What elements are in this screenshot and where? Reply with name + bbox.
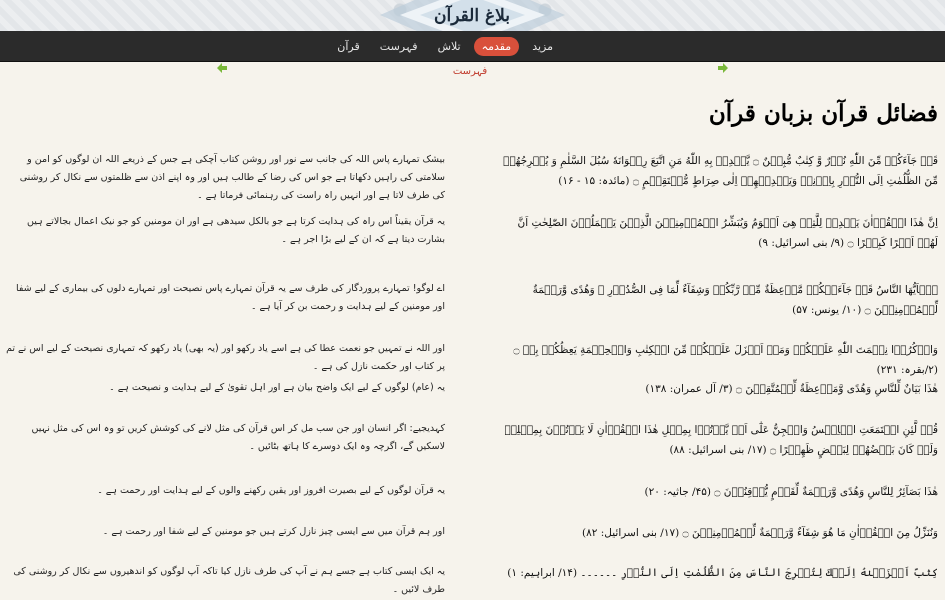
- header-banner: [0, 0, 945, 31]
- verse-translation: یہ قرآن لوگوں کے لیے بصیرت افروز اور یقین رکھنے والوں کے لیے ہدایت اور رحمت ہے ۔: [97, 485, 445, 496]
- verse-arabic: اِنَّ هٰذَا الۡقُرۡاٰنَ يَهۡدِىۡ لِلَّتِىۡ هِىَ اَقۡوَمُ وَيُبَشِّرُ الۡمُؤۡمِنِيۡنَ الَّذِيۡنَ يَعۡمَلُوۡنَ الصّٰلِحٰتِ اَنَّ لَهُمۡ اَجۡرًا كَبِيۡرًا ۝ (۹/ بنی اسرائیل: ۹): [517, 217, 938, 249]
- nav-item-index[interactable]: فہرست: [379, 39, 418, 53]
- verse-arabic: قَدۡ جَآءَكُمۡ مِّنَ اللّٰهِ نُوۡرٌ وَّ كِتٰبٌ مُّبِيۡنٌ ۝ يَّهۡدِىۡ بِهِ اللّٰهُ مَنِ اتَّبَعَ رِضۡوَانَهٗ سُبُلَ السَّلٰمِ وَ يُخۡرِجُهُمۡ مِّنَ الظُّلُمٰتِ اِلَى النُّوۡرِ بِاِذۡنِهٖ وَيَهۡدِيۡهِمۡ اِلٰى صِرَاطٍ مُّسۡتَقِيۡمٍ ۝ (مائدہ: ۱۵ - ۱۶): [503, 155, 938, 187]
- verse-arabic: يٰۤاَيُّهَا النَّاسُ قَدۡ جَآءَتۡكُمۡ مَّوۡعِظَةٌ مِّنۡ رَّبِّكُمۡ وَشِفَآءٌ لِّمَا فِى الصُّدُوۡرِ ۙ وَهُدًى وَّرَحۡمَةٌ لِّلۡمُؤۡمِنِيۡنَ ۝ (۱۰/ یونس: ۵۷): [532, 284, 938, 316]
- verse-translation: اور اللہ نے تمہیں جو نعمت عطا کی ہے اسے یاد رکھو اور (یہ بھی) یاد رکھو کہ تمہاری نصیحت کے لیے اس نے تم پر کتاب اور حکمت نازل کی ہے ۔: [6, 343, 445, 372]
- verse-arabic: وَاذۡكُرُوۡا نِعۡمَتَ اللّٰهِ عَلَيۡكُمۡ وَمَاۤ اَنۡزَلَ عَلَيۡكُمۡ مِّنَ الۡكِتٰبِ وَالۡحِكۡمَةِ يَعِظُكُمۡ بِهٖ ۝ (۲/بقرہ: ۲۳۱): [513, 344, 938, 376]
- verse-arabic: قُلۡ لَّئِنِ اجۡتَمَعَتِ الۡاِنۡسُ وَالۡجِنُّ عَلٰٓى اَنۡ يَّاۡتُوۡا بِمِثۡلِ هٰذَا الۡقُرۡاٰنِ لَا يَاۡتُوۡنَ بِمِثۡلِهٖ وَلَوۡ كَانَ بَعۡضُهُمۡ لِبَعۡضٍ ظَهِيۡرًا ۝ (۱۷/ بنی اسرائیل: ۸۸): [504, 424, 938, 456]
- verse-translation: اور ہم قرآن میں سے ایسی چیز نازل کرتے ہیں جو مومنین کے لیے شفا اور رحمت ہے ۔: [102, 526, 445, 537]
- verse-translation: یہ قرآن یقیناً اس راہ کی ہدایت کرتا ہے جو بالکل سیدھی ہے اور ان مومنین کو جو نیک اعمال بجالاتے ہیں بشارت دیتا ہے کہ ان کے لیے بڑا اجر ہے ۔: [27, 216, 445, 245]
- prev-page-arrow-icon[interactable]: [217, 63, 227, 73]
- verse-translation: کہدیجیے: اگر انسان اور جن سب مل کر اس قرآن کی مثل لانے کی کوشش کریں تو وہ اس کی مثل نہیں لاسکیں گے، اگرچہ وہ ایک دوسرے کا ہاتھ بٹائیں ۔: [31, 423, 445, 452]
- nav-item-introduction[interactable]: مقدمہ: [474, 37, 520, 56]
- top-nav-bar: [0, 31, 945, 62]
- index-link[interactable]: فہرست: [452, 66, 488, 77]
- verse-translation: اے لوگو! تمہارے پروردگار کی طرف سے یہ قرآن تمہارے پاس نصیحت اور تمہارے دلوں کی بیماری کے لیے شفا اور مومنین کے لیے ہدایت و رحمت بن کر آیا ہے ۔: [15, 283, 445, 312]
- site-logo[interactable]: بلاغ القرآن: [433, 5, 511, 26]
- main-nav: [330, 31, 560, 61]
- verse-arabic: هٰذَا بَيَانٌ لِّلنَّاسِ وَهُدًى وَّمَوۡعِظَةٌ لِّلۡمُتَّقِيۡنَ ۝ (۳/ آل عمران: ۱۳۸): [645, 383, 938, 395]
- verse-translation: یہ (عام) لوگوں کے لیے ایک واضح بیان ہے اور اہل تقویٰ کے لیے ہدایت و نصیحت ہے ۔: [109, 382, 445, 393]
- verse-arabic: وَنُنَزِّلُ مِنَ الۡقُرۡاٰنِ مَا هُوَ شِفَآءٌ وَّرَحۡمَةٌ لِّلۡمُؤۡمِنِيۡنَ ۝ (۱۷/ بنی اسرائیل: ۸۲): [582, 527, 938, 539]
- verse-translation: یہ ایک ایسی کتاب ہے جسے ہم نے آپ کی طرف نازل کیا تاکہ آپ لوگوں کو اندھیروں سے نکال کر روشنی کی طرف لائیں ۔: [13, 566, 445, 595]
- verse-translation: بیشک تمہارے پاس اللہ کی جانب سے نور اور روشن کتاب آچکی ہے جس کے ذریعے اللہ ان لوگوں کو امن و سلامتی کی راہیں دکھاتا ہے جو اس کی رضا کے طالب ہیں اور وہ اپنے اذن سے ظلمتوں سے نکال کر روشنی کی طرف لاتا ہے اور انہیں راہ راست کی رہنمائی فرماتا ہے ۔: [19, 154, 445, 201]
- verse-arabic: هٰذَا بَصَآئِرُ لِلنَّاسِ وَهُدًى وَّرَحۡمَةٌ لِّقَوۡمٍ يُّوۡقِنُوۡنَ ۝ (۴۵/ جاثیہ: ۲۰): [644, 486, 938, 498]
- nav-item-quran[interactable]: قرآن: [337, 39, 360, 53]
- nav-item-search[interactable]: تلاش: [437, 39, 461, 53]
- verse-arabic: كِتٰبٌ اَنۡزَلۡنٰهُ اِلَيۡكَ لِتُخۡرِجَ النَّاسَ مِنَ الظُّلُمٰتِ اِلَى النُّوۡرِ ۔۔۔۔۔۔ (۱۴/ ابراہیم: ۱): [507, 567, 938, 579]
- nav-item-more[interactable]: مزید: [532, 39, 553, 53]
- page-title: فضائل قرآن بزبان قرآن: [708, 100, 938, 127]
- next-page-arrow-icon[interactable]: [718, 63, 728, 73]
